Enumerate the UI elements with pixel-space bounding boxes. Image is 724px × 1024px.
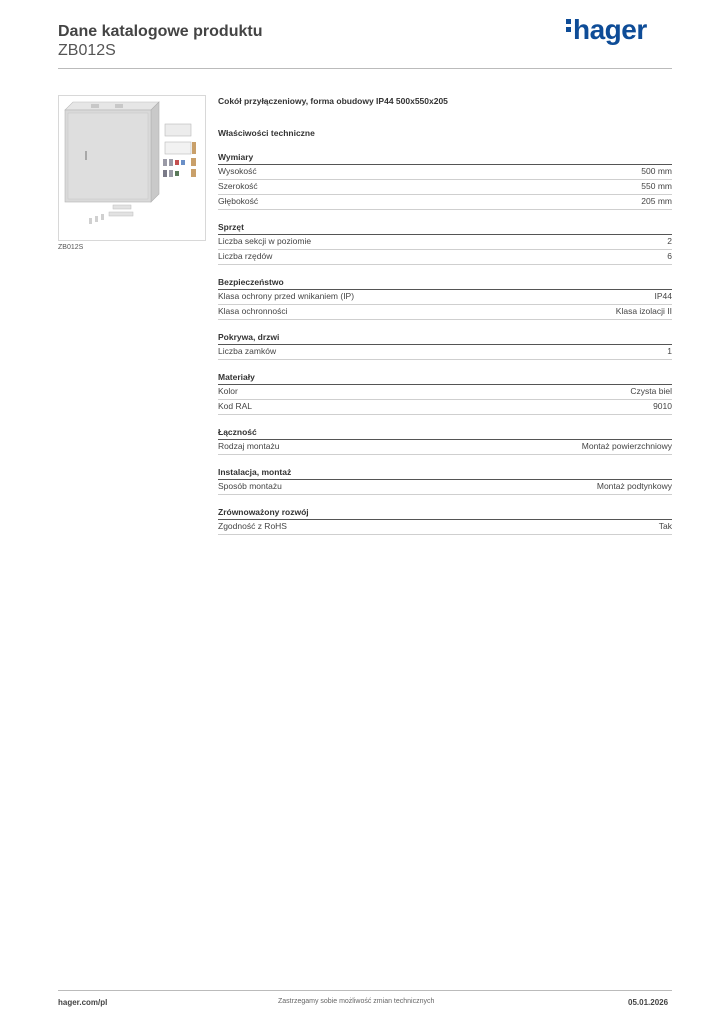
header-divider bbox=[58, 68, 672, 69]
document-title: Dane katalogowe produktu bbox=[58, 23, 263, 40]
spec-section bbox=[218, 427, 672, 455]
spec-row bbox=[218, 345, 672, 360]
logo-colon-icon bbox=[566, 16, 571, 35]
product-code: ZB012S bbox=[58, 42, 116, 59]
product-details bbox=[218, 96, 672, 547]
spec-label: Liczba sekcji w poziomie bbox=[218, 236, 312, 246]
spec-label: Kod RAL bbox=[218, 401, 253, 411]
spec-label: Szerokość bbox=[218, 181, 258, 191]
spec-sections bbox=[218, 152, 672, 535]
spec-value: IP44 bbox=[654, 291, 672, 301]
spec-label: Zgodność z RoHS bbox=[218, 521, 287, 531]
spec-section bbox=[218, 467, 672, 495]
spec-row bbox=[218, 305, 672, 320]
spec-value: 500 mm bbox=[641, 166, 672, 176]
spec-row bbox=[218, 385, 672, 400]
spec-row bbox=[218, 400, 672, 415]
footer-divider bbox=[58, 990, 672, 991]
spec-row bbox=[218, 480, 672, 495]
section-title: Instalacja, montaż bbox=[218, 467, 672, 480]
spec-label: Klasa ochronności bbox=[218, 306, 288, 316]
spec-row bbox=[218, 235, 672, 250]
spec-label: Sposób montażu bbox=[218, 481, 282, 491]
spec-section bbox=[218, 332, 672, 360]
hager-logo bbox=[566, 14, 647, 46]
tech-properties-heading: Właściwości techniczne bbox=[218, 128, 315, 138]
spec-row bbox=[218, 290, 672, 305]
spec-row bbox=[218, 195, 672, 210]
spec-value: Klasa izolacji II bbox=[615, 306, 672, 316]
spec-label: Liczba rzędów bbox=[218, 251, 273, 261]
spec-value: Montaż powierzchniowy bbox=[581, 441, 672, 451]
spec-value: Tak bbox=[658, 521, 672, 531]
spec-label: Głębokość bbox=[218, 196, 259, 206]
spec-row bbox=[218, 250, 672, 265]
enclosure-illustration bbox=[59, 96, 205, 240]
section-title: Zrównoważony rozwój bbox=[218, 507, 672, 520]
spec-section bbox=[218, 507, 672, 535]
spec-label: Kolor bbox=[218, 386, 238, 396]
spec-label: Wysokość bbox=[218, 166, 257, 176]
section-title: Bezpieczeństwo bbox=[218, 277, 672, 290]
product-description: Cokół przyłączeniowy, forma obudowy IP44 500x550x205 bbox=[218, 96, 448, 106]
spec-value: 2 bbox=[667, 236, 672, 246]
spec-row bbox=[218, 520, 672, 535]
spec-section bbox=[218, 372, 672, 415]
footer-date: 05.01.2026 bbox=[628, 998, 669, 1007]
spec-value: 6 bbox=[667, 251, 672, 261]
spec-row bbox=[218, 440, 672, 455]
section-title: Materiały bbox=[218, 372, 672, 385]
spec-section bbox=[218, 222, 672, 265]
spec-section bbox=[218, 277, 672, 320]
section-title: Łączność bbox=[218, 427, 672, 440]
spec-value: 9010 bbox=[653, 401, 672, 411]
image-caption: ZB012S bbox=[58, 244, 84, 251]
spec-value: Montaż podtynkowy bbox=[596, 481, 672, 491]
spec-row bbox=[218, 180, 672, 195]
spec-section bbox=[218, 152, 672, 210]
spec-value: 550 mm bbox=[641, 181, 672, 191]
section-title: Sprzęt bbox=[218, 222, 672, 235]
logo-text: hager bbox=[573, 14, 647, 45]
spec-label: Liczba zamków bbox=[218, 346, 277, 356]
section-title: Pokrywa, drzwi bbox=[218, 332, 672, 345]
spec-value: 205 mm bbox=[641, 196, 672, 206]
spec-value: Czysta biel bbox=[630, 386, 672, 396]
section-title: Wymiary bbox=[218, 152, 672, 165]
page-header bbox=[58, 22, 262, 60]
footer-website: hager.com/pl bbox=[58, 998, 108, 1007]
spec-label: Klasa ochrony przed wnikaniem (IP) bbox=[218, 291, 355, 301]
spec-value: 1 bbox=[667, 346, 672, 356]
product-image bbox=[58, 95, 206, 241]
spec-label: Rodzaj montażu bbox=[218, 441, 280, 451]
footer-disclaimer: Zastrzegamy sobie możliwość zmian technicznych bbox=[278, 998, 435, 1005]
spec-row bbox=[218, 165, 672, 180]
